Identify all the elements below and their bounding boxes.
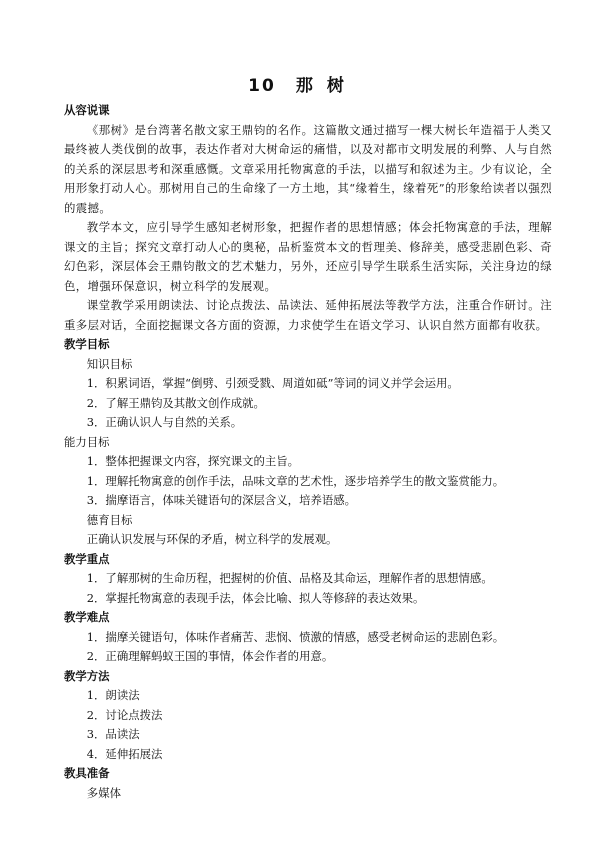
tools-text: 多媒体 xyxy=(86,785,121,800)
section-heading-tools: 教具准备 xyxy=(64,766,110,780)
list-item: 3．品读法 xyxy=(86,727,140,741)
list-item: 1．积累词语，掌握“倒劈、引颈受戮、周道如砥”等词的词义并学会运用。 xyxy=(86,376,459,390)
list-item: 1．理解托物寓意的创作手法，品味文章的艺术性，逐步培养学生的散文鉴赏能力。 xyxy=(86,473,505,488)
section-heading-difficulties: 教学难点 xyxy=(64,610,110,624)
list-item: 4．延伸拓展法 xyxy=(86,746,163,761)
moral-goals-text: 正确认识发展与环保的矛盾，树立科学的发展观。 xyxy=(86,532,338,546)
ability-goals-label: 能力目标 xyxy=(64,434,110,449)
section-heading-intro: 从容说课 xyxy=(64,103,110,117)
section-heading-methods: 教学方法 xyxy=(64,668,110,683)
section-heading-goals: 教学目标 xyxy=(64,337,110,351)
document-body xyxy=(64,101,552,803)
page-title xyxy=(0,74,600,98)
list-item: 1．了解那树的生命历程，把握树的价值、品格及其命运，理解作者的思想情感。 xyxy=(86,571,493,585)
lesson-number: 10 xyxy=(248,76,276,96)
intro-paragraph: 课堂教学采用朗读法、讨论点拨法、品读法、延伸拓展法等教学方法，注重合作研讨。注重多层对话，全面挖掘课文各方面的资源，力求使学生在语文学习、认识自然方面都有收获。 xyxy=(64,298,552,332)
list-item: 2．了解王鼎钧及其散文创作成就。 xyxy=(86,395,265,410)
knowledge-goals-label: 知识目标 xyxy=(86,356,133,371)
title-char-2: 树 xyxy=(326,76,346,96)
list-item: 3．揣摩语言，体味关键语句的深层含义，培养语感。 xyxy=(86,493,357,507)
moral-goals-label: 德育目标 xyxy=(86,512,133,527)
section-heading-key-points: 教学重点 xyxy=(64,551,110,566)
intro-paragraph: 《那树》是台湾著名散文家王鼎钧的名作。这篇散文通过描写一棵大树长年造福于人类又最终被人类伐倒的故事，表达作者对大树命运的痛惜，以及对都市文明发展的利弊、人与自然的关系的深层思考和深重感慨。文章采用托物寓意的手法，以描写和叙述为主。少有议论，全用形象打动人心。那树用自己的生命缘了一方土地，其“缘着生，缘着死”的形象给读者以强烈的震撼。 xyxy=(64,122,552,215)
list-item: 2．正确理解蚂蚁王国的事情，体会作者的用意。 xyxy=(86,649,334,663)
title-char-1: 那 xyxy=(295,76,315,96)
list-item: 2．讨论点拨法 xyxy=(86,707,163,722)
intro-paragraph: 教学本文，应引导学生感知老树形象，把握作者的思想情感；体会托物寓意的手法，理解课文的主旨；探究文章打动人心的奥秘，品析鉴赏本文的哲理美、修辞美，感受悲剧色彩、奇幻色彩，深层体会王鼎钧散文的艺术魅力，另外，还应引导学生联系生活实际，关注身边的绿色，增强环保意识，树立科学的发展观。 xyxy=(64,220,552,293)
list-item: 1．整体把握课文内容，探究课文的主旨。 xyxy=(86,454,300,468)
list-item: 1．揣摩关键语句，体味作者痛苦、悲悯、愤激的情感，感受老树命运的悲剧色彩。 xyxy=(86,629,505,644)
list-item: 1．朗读法 xyxy=(86,688,140,702)
list-item: 2．掌握托物寓意的表现手法，体会比喻、拟人等修辞的表达效果。 xyxy=(86,590,425,605)
list-item: 3．正确认识人与自然的关系。 xyxy=(86,415,243,429)
